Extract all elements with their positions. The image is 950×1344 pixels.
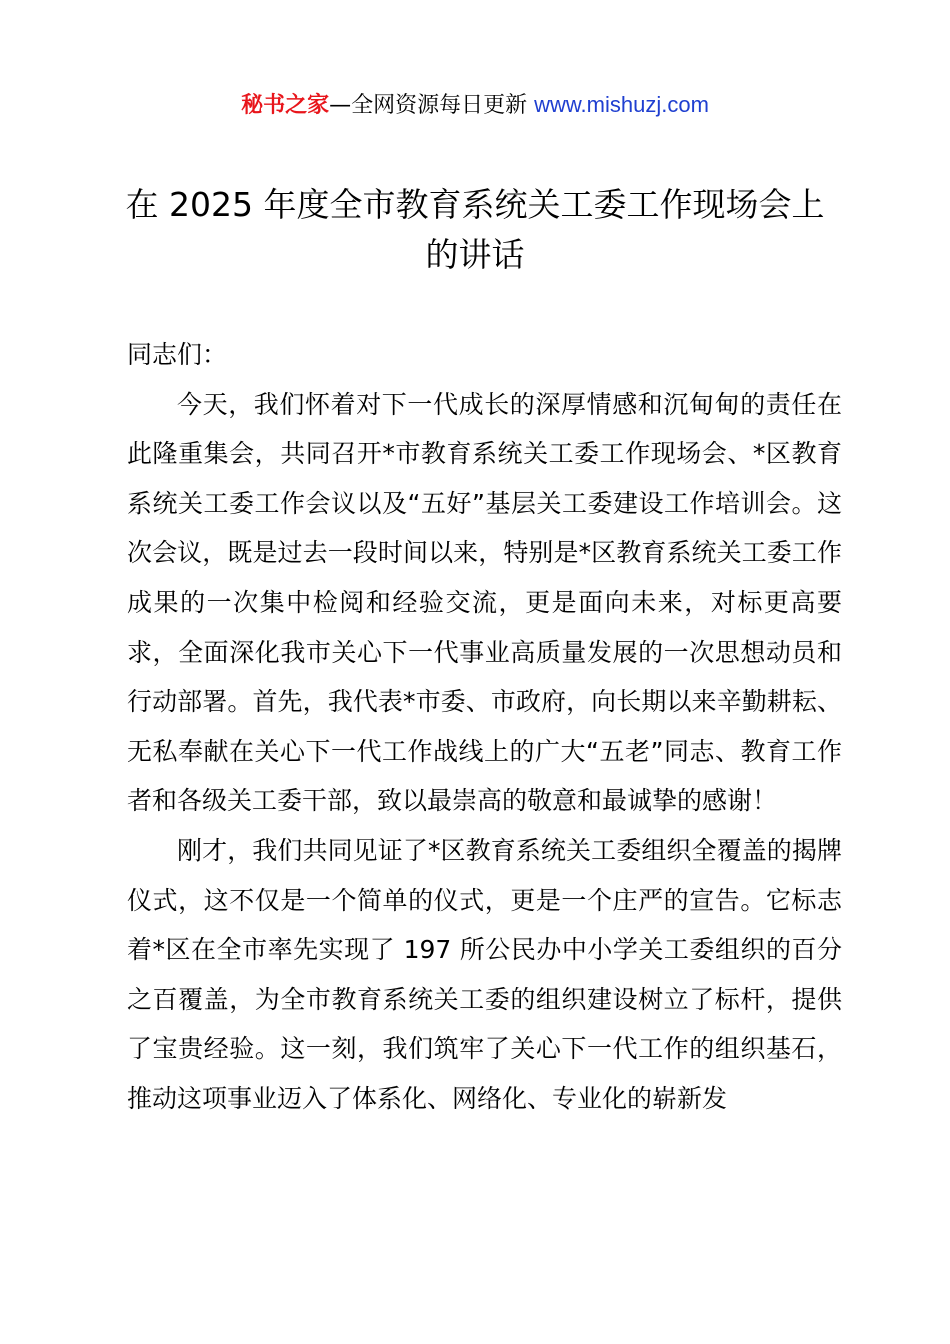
salutation: 同志们：: [127, 340, 228, 369]
paragraph: 今天，我们怀着对下一代成长的深厚情感和沉甸甸的责任在此隆重集会，共同召开*市教育系统关工委工作现场会、*区教育系统关工委工作会议以及“五好”基层关工委建设工作培训会。这次会议，既是过去一段时间以来，特别是*区教育系统关工委工作成果的一次集中检阅和经验交流，更是面向未来，对标更高要求，全面深化我市关心下一代事业高质量发展的一次思想动员和行动部署。首先，我代表*市委、市政府，向长期以来辛勤耕耘、无私奉献在关心下一代工作战线上的广大“五老”同志、教育工作者和各级关工委干部，致以最崇高的敬意和最诚挚的感谢！: [127, 389, 842, 816]
document-title: 在 2025 年度全市教育系统关工委工作现场会上的讲话: [125, 185, 825, 274]
site-link[interactable]: www.mishuzj.com: [534, 92, 709, 117]
paragraph: 刚才，我们共同见证了*区教育系统关工委组织全覆盖的揭牌仪式，这不仅是一个简单的仪式，更是一个庄严的宣告。它标志着*区在全市率先实现了 197 所公民办中小学关工委组织的百分之百覆盖，为全市教育系统关工委的组织建设树立了标杆，提供了宝贵经验。这一刻，我们筑牢了关心下一代工作的组织基石，推动这项事业迈入了体系化、网络化、专业化的崭新发: [127, 835, 842, 1113]
header-tagline: —全网资源每日更新: [329, 93, 535, 118]
brand-name: 秘书之家: [241, 93, 330, 118]
page-header: [0, 88, 950, 123]
document-body: [127, 330, 842, 1124]
